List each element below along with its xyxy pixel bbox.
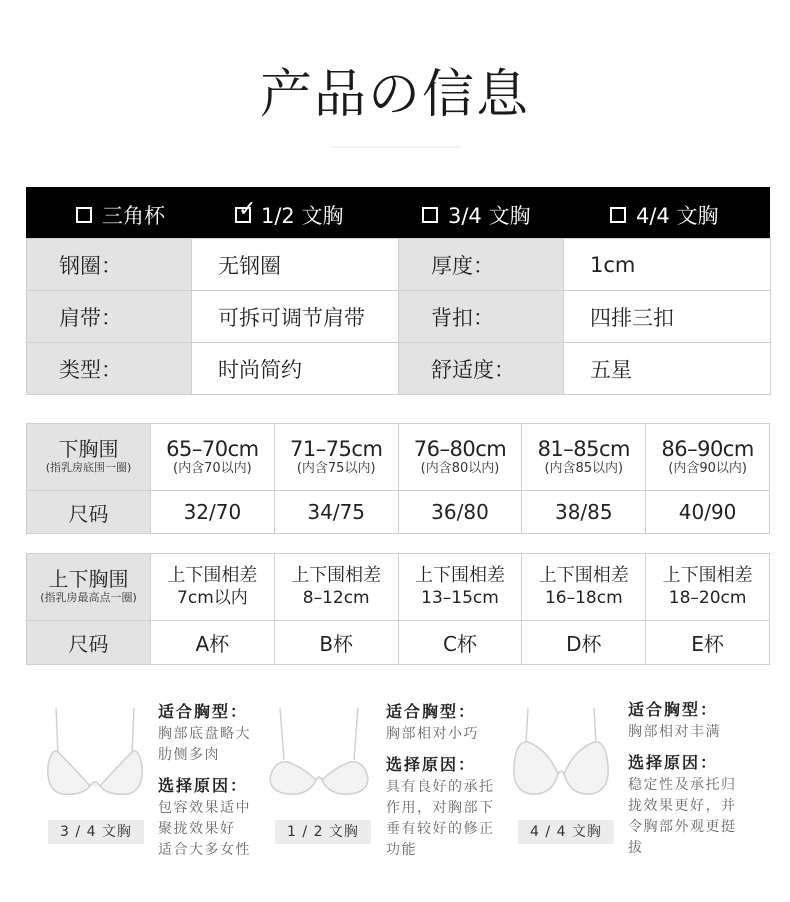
bra-full-icon <box>508 704 614 798</box>
page-title: 产品の信息 <box>259 65 530 125</box>
spec-label: 肩带： <box>27 291 192 343</box>
bra-three-quarter-icon <box>42 704 148 798</box>
spec-value: 时尚简约 <box>192 343 399 395</box>
range-value: 65–70cm <box>166 437 259 461</box>
range-value: 76–80cm <box>413 437 507 461</box>
fit-line: 胸部相对小巧 <box>386 726 479 742</box>
reason-line: 包容效果适中 <box>158 800 251 816</box>
underbust-range-cell <box>646 424 770 491</box>
cup-cell: A杯 <box>151 621 275 665</box>
size-cell: 34/75 <box>274 491 398 534</box>
bra-description <box>628 698 737 859</box>
cup-option-triangle[interactable] <box>76 200 165 230</box>
spec-label: 背扣： <box>399 291 564 343</box>
range-value: 81–85cm <box>537 437 631 461</box>
spec-value: 四排三扣 <box>564 291 771 343</box>
cup-row <box>27 621 770 665</box>
cup-header <box>27 554 151 621</box>
cup-diff-cell <box>646 554 770 621</box>
diff-value: 7cm以内 <box>177 588 248 608</box>
spec-label: 厚度： <box>399 239 564 291</box>
range-note: (内含90以内) <box>668 461 747 476</box>
cup-option-label: 三角杯 <box>102 204 165 228</box>
spec-row <box>27 343 771 395</box>
spec-table <box>26 238 771 395</box>
cup-cell: E杯 <box>646 621 770 665</box>
range-note: (内含70以内) <box>173 461 252 476</box>
spec-value: 可拆可调节肩带 <box>192 291 399 343</box>
reason-line: 作用，对胸部下 <box>386 800 495 816</box>
fit-title: 适合胸型： <box>628 700 719 719</box>
checkmark-icon: ✓ <box>238 197 257 222</box>
cup-diff-row <box>27 554 770 621</box>
size-label: 尺码 <box>27 491 151 534</box>
size-cell: 38/85 <box>522 491 646 534</box>
cup-option-label: 1/2 文胸 <box>261 204 344 228</box>
reason-line: 拢效果更好，并 <box>628 798 737 814</box>
bra-full-image <box>508 704 614 798</box>
reason-line: 令胸部外观更挺 <box>628 819 737 835</box>
size-row <box>27 491 770 534</box>
underbust-row <box>27 424 770 491</box>
fit-line: 肋侧多肉 <box>158 747 220 763</box>
diff-value: 18–20cm <box>668 588 747 608</box>
size-cell: 36/80 <box>398 491 522 534</box>
cup-cell: D杯 <box>522 621 646 665</box>
spec-value: 1cm <box>564 239 771 291</box>
size-cell: 40/90 <box>646 491 770 534</box>
diff-value: 8–12cm <box>302 588 370 608</box>
checkbox-icon[interactable] <box>76 207 92 223</box>
cup-diff-cell <box>274 554 398 621</box>
size-cell: 32/70 <box>151 491 275 534</box>
cup-size-table <box>26 553 770 665</box>
diff-value: 16–18cm <box>544 588 623 608</box>
range-value: 86–90cm <box>661 437 754 461</box>
diff-line: 上下围相差 <box>291 565 382 586</box>
cup-option-three-quarter[interactable] <box>422 200 530 230</box>
reason-line: 具有良好的承托 <box>386 779 495 795</box>
fit-title: 适合胸型： <box>386 702 477 721</box>
bra-half-image <box>266 704 372 798</box>
cup-diff-cell <box>151 554 275 621</box>
bra-description <box>386 700 495 861</box>
range-note: (内含80以内) <box>420 461 500 476</box>
reason-line: 稳定性及承托归 <box>628 777 737 793</box>
bra-label: 4 / 4 文胸 <box>518 820 614 844</box>
spec-label: 舒适度： <box>399 343 564 395</box>
range-note: (内含85以内) <box>544 461 624 476</box>
diff-line: 上下围相差 <box>662 565 753 586</box>
spec-value: 五星 <box>564 343 771 395</box>
bra-half-icon <box>266 704 372 798</box>
spec-label: 类型： <box>27 343 192 395</box>
bra-label: 3 / 4 文胸 <box>48 820 144 844</box>
diff-line: 上下围相差 <box>414 565 505 586</box>
underbust-range-cell <box>151 424 275 491</box>
reason-title: 选择原因： <box>158 776 249 795</box>
header-main: 上下胸围 <box>48 567 129 591</box>
checkbox-icon[interactable] <box>422 207 438 223</box>
cup-diff-cell <box>522 554 646 621</box>
diff-value: 13–15cm <box>421 588 499 608</box>
header-sub: (指乳房底围一圈) <box>45 461 132 474</box>
underbust-range-cell <box>274 424 398 491</box>
reason-line: 垂有较好的修正 <box>386 821 495 837</box>
spec-label: 钢圈： <box>27 239 192 291</box>
bra-label: 1 / 2 文胸 <box>275 820 371 844</box>
reason-line: 拔 <box>628 840 644 856</box>
cup-option-label: 3/4 文胸 <box>448 204 531 228</box>
fit-line: 胸部底盘略大 <box>158 726 251 742</box>
reason-title: 选择原因： <box>386 755 477 774</box>
header-sub: (指乳房最高点一圈) <box>40 591 137 604</box>
spec-row <box>27 239 771 291</box>
underbust-table <box>26 423 770 534</box>
title-divider <box>330 146 460 148</box>
checkbox-checked-icon[interactable] <box>235 197 257 223</box>
cup-cell: B杯 <box>274 621 398 665</box>
cup-cell: C杯 <box>398 621 522 665</box>
size-label: 尺码 <box>27 621 151 665</box>
bra-three-quarter-image <box>42 704 148 798</box>
spec-row <box>27 291 771 343</box>
cup-type-bar <box>26 187 770 238</box>
fit-line: 胸部相对丰满 <box>628 724 721 740</box>
range-value: 71–75cm <box>289 437 383 461</box>
reason-line: 聚拢效果好 <box>158 821 236 837</box>
fit-title: 适合胸型： <box>158 702 249 721</box>
range-note: (内含75以内) <box>296 461 376 476</box>
diff-line: 上下围相差 <box>167 565 258 586</box>
underbust-range-cell <box>398 424 522 491</box>
diff-line: 上下围相差 <box>538 565 629 586</box>
spec-value: 无钢圈 <box>192 239 399 291</box>
cup-option-full[interactable] <box>610 200 718 230</box>
underbust-header <box>27 424 151 491</box>
reason-title: 选择原因： <box>628 753 719 772</box>
reason-line: 适合大多女性 <box>158 842 251 858</box>
checkbox-icon[interactable] <box>610 207 626 223</box>
cup-option-label: 4/4 文胸 <box>636 204 719 228</box>
cup-diff-cell <box>398 554 522 621</box>
reason-line: 功能 <box>386 842 417 858</box>
underbust-range-cell <box>522 424 646 491</box>
header-main: 下胸围 <box>58 437 119 461</box>
cup-option-half[interactable] <box>235 197 344 230</box>
bra-description <box>158 700 251 861</box>
